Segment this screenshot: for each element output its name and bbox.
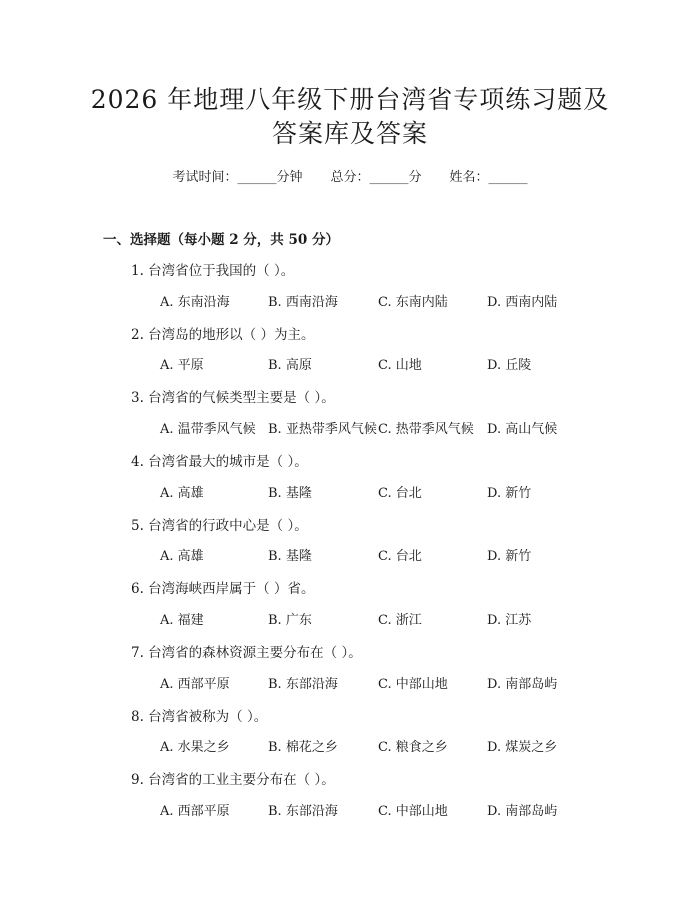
option-c: C. 山地 xyxy=(378,358,422,373)
option-d: D. 煤炭之乡 xyxy=(487,740,558,755)
option-b: B. 基隆 xyxy=(268,549,312,564)
option-d: D. 丘陵 xyxy=(487,358,532,373)
question-stem: 1. 台湾省位于我国的（ ）。 xyxy=(131,263,295,279)
option-b: B. 西南沿海 xyxy=(268,295,338,310)
option-d: D. 南部岛屿 xyxy=(487,804,558,819)
option-c: C. 台北 xyxy=(378,486,422,501)
question-stem: 7. 台湾省的森林资源主要分布在（ ）。 xyxy=(131,645,362,661)
question-stem: 8. 台湾省被称为（ ）。 xyxy=(131,709,268,725)
option-b: B. 棉花之乡 xyxy=(268,740,338,755)
section-heading-choice: 一、选择题（每小题 2 分，共 50 分） xyxy=(103,232,339,248)
option-d: D. 西南内陆 xyxy=(487,295,558,310)
question-stem: 4. 台湾省最大的城市是（ ）。 xyxy=(131,454,308,470)
total-score-field: 总分：______分 xyxy=(330,170,422,185)
option-a: A. 高雄 xyxy=(160,549,204,564)
option-b: B. 亚热带季风气候 xyxy=(268,422,377,437)
page-title-line1: 2026 年地理八年级下册台湾省专项练习题及 xyxy=(90,85,610,114)
question-stem: 3. 台湾省的气候类型主要是（ ）。 xyxy=(131,390,335,406)
option-d: D. 高山气候 xyxy=(487,422,558,437)
option-a: A. 平原 xyxy=(160,358,204,373)
option-c: C. 中部山地 xyxy=(378,804,448,819)
option-a: A. 东南沿海 xyxy=(160,295,230,310)
option-a: A. 福建 xyxy=(160,613,204,628)
option-b: B. 东部沿海 xyxy=(268,677,338,692)
option-a: A. 西部平原 xyxy=(160,677,230,692)
question-stem: 6. 台湾海峡西岸属于（ ）省。 xyxy=(131,581,315,597)
option-a: A. 温带季风气候 xyxy=(160,422,256,437)
question-stem: 2. 台湾岛的地形以（ ）为主。 xyxy=(131,327,315,343)
option-b: B. 广东 xyxy=(268,613,312,628)
student-name-field: 姓名：______ xyxy=(449,170,528,185)
option-b: B. 东部沿海 xyxy=(268,804,338,819)
option-b: B. 高原 xyxy=(268,358,312,373)
page-title-line2: 答案库及答案 xyxy=(271,119,428,148)
option-c: C. 台北 xyxy=(378,549,422,564)
option-d: D. 新竹 xyxy=(487,486,532,501)
option-d: D. 南部岛屿 xyxy=(487,677,558,692)
option-b: B. 基隆 xyxy=(268,486,312,501)
option-c: C. 中部山地 xyxy=(378,677,448,692)
exam-info xyxy=(0,168,700,188)
option-d: D. 江苏 xyxy=(487,613,532,628)
option-d: D. 新竹 xyxy=(487,549,532,564)
option-c: C. 粮食之乡 xyxy=(378,740,448,755)
option-c: C. 浙江 xyxy=(378,613,422,628)
exam-time-field: 考试时间：______分钟 xyxy=(172,170,303,185)
question-stem: 9. 台湾省的工业主要分布在（ ）。 xyxy=(131,772,335,788)
question-stem: 5. 台湾省的行政中心是（ ）。 xyxy=(131,518,308,534)
option-a: A. 高雄 xyxy=(160,486,204,501)
option-a: A. 水果之乡 xyxy=(160,740,230,755)
option-c: C. 东南内陆 xyxy=(378,295,448,310)
option-a: A. 西部平原 xyxy=(160,804,230,819)
option-c: C. 热带季风气候 xyxy=(378,422,474,437)
